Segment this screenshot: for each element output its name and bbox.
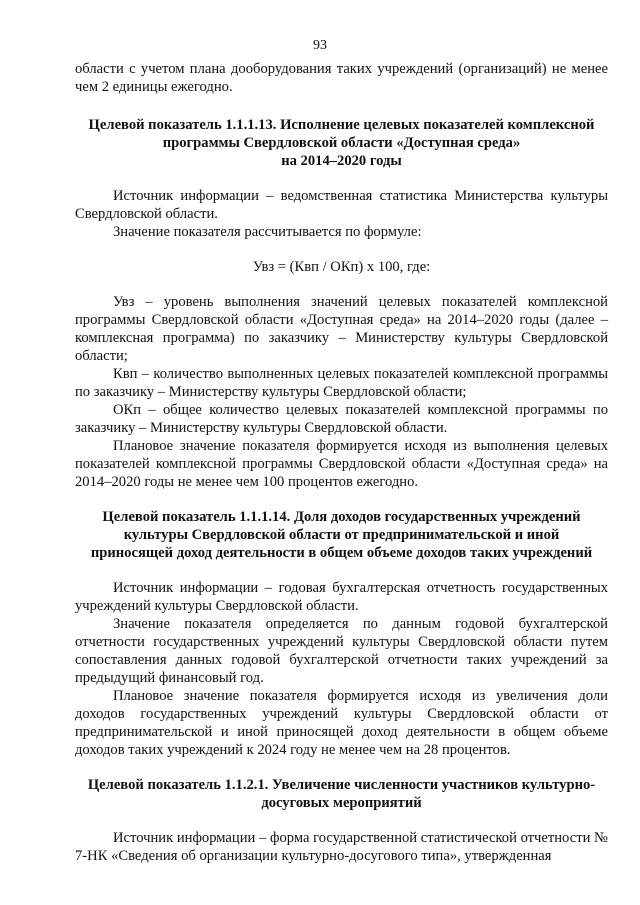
definition-kvp: Квп – количество выполненных целевых показателей комплексной программы по заказчику – Министерству культуры Свердловской области; — [75, 366, 608, 400]
heading-line: Целевой показатель 1.1.1.14. Доля доходов государственных учреждений — [102, 509, 581, 525]
continuation-paragraph: области с учетом плана дооборудования таких учреждений (организаций) не менее чем 2 единицы ежегодно. — [75, 61, 608, 95]
heading-line: приносящей доход деятельности в общем объеме доходов таких учреждений — [90, 545, 593, 561]
heading-line: программы Свердловской области «Доступная среда» — [162, 135, 521, 151]
heading-line: Целевой показатель 1.1.1.13. Исполнение целевых показателей комплексной — [88, 117, 595, 133]
definition-uvz: Увз – уровень выполнения значений целевых показателей комплексной программы Свердловской области «Доступная среда» на 2014–2020 годы (далее – комплексная программа) по заказчику – Министерству культуры Свердловской области; — [75, 294, 608, 364]
calc-paragraph: Значение показателя определяется по данным годовой бухгалтерской отчетности государственных учреждений культуры Свердловской области путем сопоставления данных годовой бухгалтерской отчетности таких учреждений за предыдущий финансовый год. — [75, 616, 608, 686]
heading-line: культуры Свердловской области от предпринимательской и иной — [123, 527, 560, 543]
heading-line: Целевой показатель 1.1.2.1. Увеличение численности участников культурно- — [87, 777, 596, 793]
source-paragraph: Источник информации – годовая бухгалтерская отчетность государственных учреждений культуры Свердловской области. — [75, 580, 608, 614]
formula: Увз = (Квп / ОКп) x 100, где: — [252, 259, 431, 275]
definition-okp: ОКп – общее количество целевых показателей комплексной программы по заказчику – Министерству культуры Свердловской области. — [75, 402, 608, 436]
heading-line: досуговых мероприятий — [261, 795, 422, 811]
section-heading-1-1-2-1 — [75, 776, 608, 812]
source-paragraph: Источник информации – форма государственной статистической отчетности № 7-НК «Сведения об организации культурно-досугового типа», утвержденная — [75, 830, 608, 864]
section-heading-1-1-1-13 — [75, 116, 608, 170]
section-heading-1-1-1-14 — [75, 508, 608, 562]
plan-paragraph: Плановое значение показателя формируется исходя из увеличения доли доходов государственных учреждений культуры Свердловской области от предпринимательской и иной приносящей доход деятельности в общем объеме доходов таких учреждений к 2024 году не менее чем на 28 процентов. — [75, 688, 608, 758]
heading-line: на 2014–2020 годы — [281, 153, 402, 169]
source-paragraph: Источник информации – ведомственная статистика Министерства культуры Свердловской области. — [75, 188, 608, 222]
calc-paragraph: Значение показателя рассчитывается по формуле: — [113, 224, 422, 240]
document-body — [75, 60, 608, 865]
plan-paragraph: Плановое значение показателя формируется исходя из выполнения целевых показателей комплексной программы Свердловской области «Доступная среда» на 2014–2020 годы не менее чем 100 процентов ежегодно. — [75, 438, 608, 490]
page-number: 93 — [313, 38, 327, 53]
